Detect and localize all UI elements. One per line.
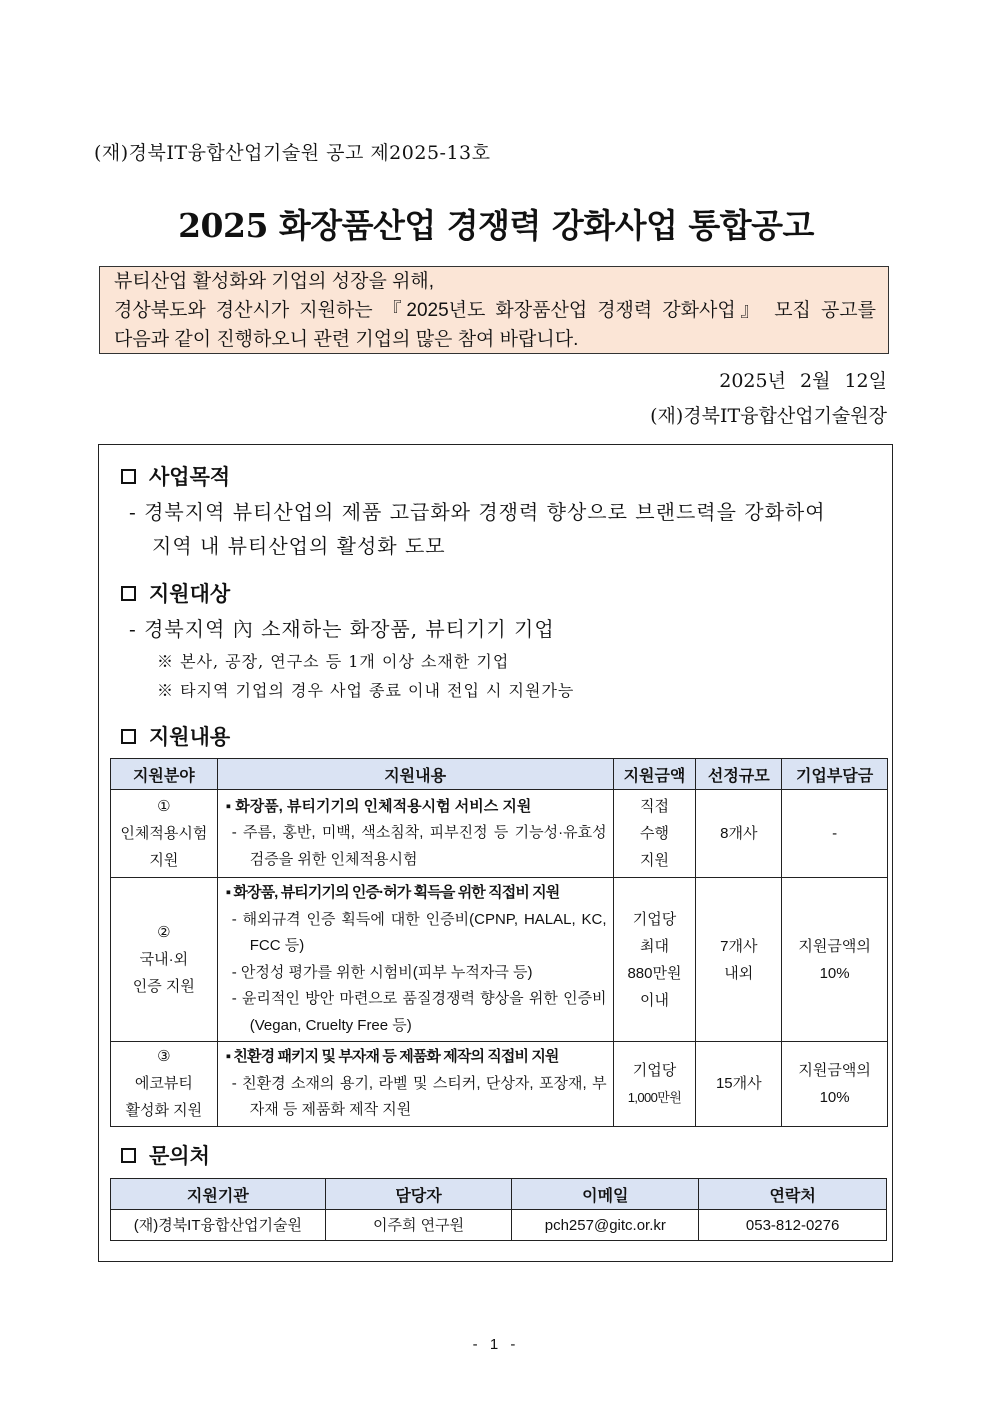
burden-line: 10% — [819, 964, 850, 982]
content-dash-item: - 해외규격 인증 획득에 대한 인증비(CPNP, HALAL, KC, FCC 등) — [231, 910, 607, 954]
field-cell — [111, 1042, 218, 1127]
section-content-title: 지원내용 — [149, 726, 231, 749]
header-scale: 선정규모 — [696, 759, 782, 790]
burden-line: 지원금액의 — [798, 937, 871, 955]
page-number: - 1 - — [472, 1336, 520, 1353]
scale-cell — [696, 878, 782, 1042]
header-field: 지원분야 — [111, 759, 218, 790]
checkbox-square-icon — [121, 586, 136, 601]
header-burden: 기업부담금 — [782, 759, 888, 790]
intro-line-2: 경상북도와 경산시가 지원하는 『2025년도 화장품산업 경쟁력 강화사업』 모집 공고를 — [114, 300, 876, 321]
institution-cell: (재)경북IT융합산업기술원 — [111, 1210, 326, 1241]
burden-line: 지원금액의 — [798, 1061, 871, 1079]
section-purpose-title: 사업목적 — [149, 466, 231, 489]
content-box — [98, 444, 893, 1262]
scale-line: 8개사 — [720, 825, 758, 842]
purpose-line-1: - 경북지역 뷰티산업의 제품 고급화와 경쟁력 향상으로 브랜드력을 강화하여 — [129, 500, 826, 524]
field-cell — [111, 878, 218, 1042]
section-target-heading — [121, 578, 230, 608]
content-bullet: ▪ 친환경 패키지 및 부자재 등 제품화 제작의 직접비 지원 — [225, 1048, 559, 1065]
amount-line: 지원 — [639, 852, 669, 869]
table-row — [111, 790, 888, 878]
burden-line: 10% — [819, 1088, 850, 1106]
intro-line-3: 다음과 같이 진행하오니 관련 기업의 많은 참여 바랍니다. — [114, 329, 579, 350]
target-line-1: - 경북지역 內 소재하는 화장품, 뷰티기기 기업 — [129, 617, 555, 641]
section-contact-title: 문의처 — [149, 1145, 210, 1168]
field-cell — [111, 790, 218, 878]
header-institution: 지원기관 — [111, 1179, 326, 1210]
amount-line: 최대 — [639, 937, 669, 955]
content-dash-item: - 윤리적인 방안 마련으로 품질경쟁력 향상을 위한 인증비(Vegan, Cruelty Free 등) — [231, 990, 607, 1034]
section-target-title: 지원대상 — [149, 583, 231, 606]
content-cell — [217, 790, 613, 878]
scale-line: 15개사 — [715, 1075, 762, 1093]
content-dash-item: - 주름, 홍반, 미백, 색소침착, 피부진정 등 기능성·유효성 검증을 위한 인체적용시험 — [231, 824, 607, 868]
content-bullet: ▪ 화장품, 뷰티기기의 인증·허가 획득을 위한 직접비 지원 — [225, 884, 560, 901]
amount-line: 기업당 — [632, 910, 677, 928]
amount-line: 수행 — [639, 825, 669, 842]
checkbox-square-icon — [121, 1148, 136, 1163]
intro-line-1: 뷰티산업 활성화와 기업의 성장을 위해, — [114, 271, 435, 292]
burden-cell — [782, 1042, 888, 1127]
field-name-line: 활성화 지원 — [125, 1102, 203, 1120]
header-content: 지원내용 — [217, 759, 613, 790]
field-name-line: 인체적용시험 — [120, 825, 208, 842]
field-name-line: 인증 지원 — [132, 978, 195, 995]
section-purpose-heading — [121, 461, 230, 491]
email-cell: pch257@gitc.or.kr — [512, 1210, 699, 1241]
field-name-line: 에코뷰티 — [134, 1075, 193, 1093]
content-dash-item: - 안정성 평가를 위한 시험비(피부 누적자극 등) — [231, 963, 533, 981]
intro-box — [99, 266, 889, 354]
field-number: ② — [157, 924, 171, 941]
scale-cell — [696, 790, 782, 878]
section-content-heading — [121, 721, 230, 751]
target-note-2: ※ 타지역 기업의 경우 사업 종료 이내 전입 시 지원가능 — [157, 681, 575, 700]
header-email: 이메일 — [512, 1179, 699, 1210]
header-manager: 담당자 — [325, 1179, 512, 1210]
content-dash-item: - 친환경 소재의 용기, 라벨 및 스티커, 단상자, 포장재, 부자재 등 제품화 제작 지원 — [231, 1074, 607, 1118]
field-name-line: 국내·외 — [139, 951, 189, 968]
issue-date: 2025년 2월 12일 — [719, 370, 887, 392]
amount-cell — [613, 790, 696, 878]
amount-cell — [613, 1042, 696, 1127]
header-phone: 연락처 — [699, 1179, 887, 1210]
content-cell — [217, 1042, 613, 1127]
document-title: 2025 화장품산업 경쟁력 강화사업 통합공고 — [178, 206, 814, 245]
field-number: ③ — [157, 1048, 171, 1066]
support-table — [110, 758, 888, 1127]
amount-line: 기업당 — [632, 1061, 677, 1079]
issuer: (재)경북IT융합산업기술원장 — [650, 405, 887, 427]
amount-line: 이내 — [639, 991, 669, 1009]
field-number: ① — [157, 798, 171, 815]
manager-cell: 이주희 연구원 — [325, 1210, 512, 1241]
content-bullet: ▪ 화장품, 뷰티기기의 인체적용시험 서비스 지원 — [225, 797, 532, 815]
table-header-row — [111, 1179, 887, 1210]
amount-line: 1,000만원 — [627, 1089, 682, 1105]
scale-line: 7개사 — [720, 937, 758, 955]
section-contact-heading — [121, 1140, 210, 1170]
header-amount: 지원금액 — [613, 759, 696, 790]
notice-number: (재)경북IT융합산업기술원 공고 제2025-13호 — [94, 142, 491, 164]
checkbox-square-icon — [121, 469, 136, 484]
table-row — [111, 1210, 887, 1241]
checkbox-square-icon — [121, 729, 136, 744]
phone-cell: 053-812-0276 — [699, 1210, 887, 1241]
burden-cell — [782, 878, 888, 1042]
content-cell — [217, 878, 613, 1042]
purpose-line-2: 지역 내 뷰티산업의 활성화 도모 — [152, 534, 446, 558]
field-name-line: 지원 — [149, 852, 179, 869]
burden-cell — [782, 790, 888, 878]
table-row — [111, 1042, 888, 1127]
table-row — [111, 878, 888, 1042]
amount-line: 직접 — [639, 798, 669, 815]
table-header-row — [111, 759, 888, 790]
scale-line: 내외 — [724, 964, 754, 982]
burden-line: - — [832, 825, 838, 842]
target-note-1: ※ 본사, 공장, 연구소 등 1개 이상 소재한 기업 — [157, 652, 510, 671]
amount-line: 880만원 — [627, 964, 682, 982]
contact-table — [110, 1178, 887, 1241]
scale-cell — [696, 1042, 782, 1127]
amount-cell — [613, 878, 696, 1042]
